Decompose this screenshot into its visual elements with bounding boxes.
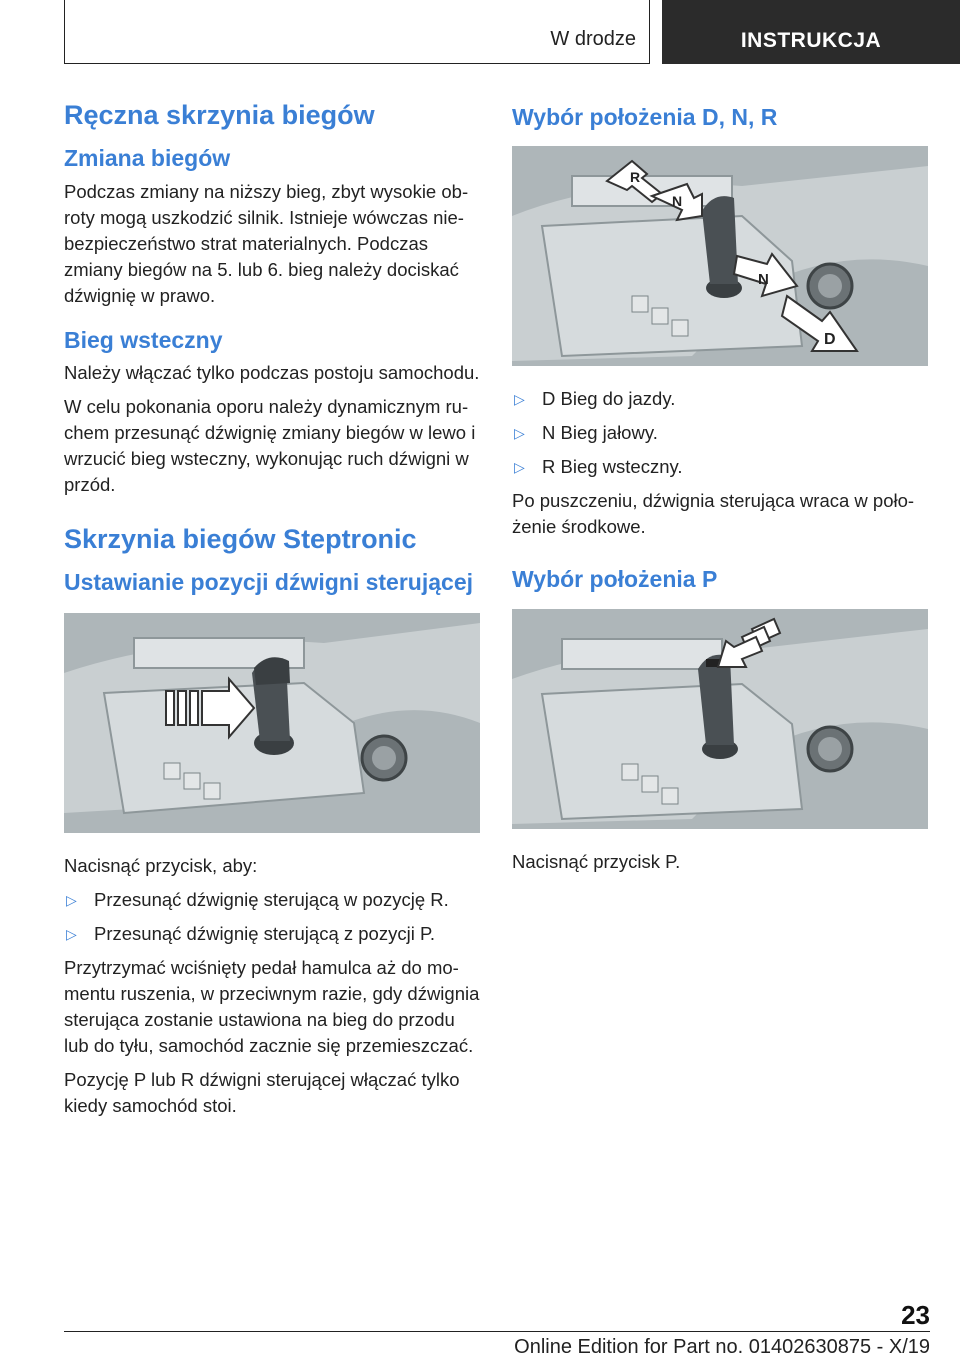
selector-actions-list bbox=[64, 887, 482, 947]
brake-pedal-text: Przytrzymać wciśnięty pedał hamulca aż do momentu ruszenia, w przeciwnym razie, gdy dźwignia sterująca zostanie ustawiona na bieg do przodu lub do tyłu, samochód zacznie się przemieszczać. bbox=[64, 956, 480, 1056]
label-d: D bbox=[824, 330, 836, 348]
list-item: ▷ N Bieg jałowy. bbox=[512, 420, 930, 446]
footer-divider bbox=[64, 1331, 930, 1332]
footer-edition: Online Edition for Part no. 01402630875 - X/19 bbox=[514, 1336, 930, 1358]
selector-p-figure bbox=[512, 609, 928, 829]
selector-lever-unlock-figure bbox=[64, 613, 480, 833]
stationary-text: Pozycję P lub R dźwigni sterującej włączać tylko kiedy samochód stoi. bbox=[64, 1068, 460, 1116]
release-text: Po puszczeniu, dźwignia sterująca wraca w położenie środkowe. bbox=[512, 489, 915, 537]
label-n-up: N bbox=[672, 192, 683, 209]
selector-dnr-figure bbox=[512, 146, 928, 366]
triangle-right-icon: ▷ bbox=[66, 925, 77, 942]
list-item: ▷ Przesunąć dźwignię sterującą z pozycji P. bbox=[64, 921, 482, 947]
selector-position-heading: Ustawianie pozycji dźwigni sterującej bbox=[64, 569, 474, 596]
button-intro: Nacisnąć przycisk, aby: bbox=[64, 854, 258, 876]
steptronic-title: Skrzynia biegów Steptronic bbox=[64, 524, 417, 555]
gear-change-heading: Zmiana biegów bbox=[64, 145, 231, 172]
triangle-right-icon: ▷ bbox=[66, 891, 77, 908]
triangle-right-icon: ▷ bbox=[514, 458, 525, 475]
reverse-gear-text-2: W celu pokonania oporu należy dynamicznym ruchem przesunąć dźwignię zmiany biegów w lewo i wrzucić bieg wsteczny, wykonując ruch dźwigni w przód. bbox=[64, 396, 476, 496]
triangle-right-icon: ▷ bbox=[514, 390, 525, 407]
left-column bbox=[64, 100, 482, 1127]
list-item: ▷ R Bieg wsteczny. bbox=[512, 454, 930, 480]
page-number: 23 bbox=[901, 1300, 930, 1330]
right-column bbox=[512, 100, 930, 883]
header-section-title: W drodze bbox=[550, 28, 636, 50]
label-n-down: N bbox=[758, 270, 769, 288]
list-item: ▷ D Bieg do jazdy. bbox=[512, 386, 930, 412]
reverse-gear-text-1: Należy włączać tylko podczas postoju samochodu. bbox=[64, 362, 480, 384]
label-r: R bbox=[630, 168, 641, 185]
gear-positions-list bbox=[512, 386, 930, 480]
reverse-gear-heading: Bieg wsteczny bbox=[64, 326, 223, 353]
select-dnr-heading: Wybór położenia D, N, R bbox=[512, 104, 778, 130]
gear-change-text: Podczas zmiany na niższy bieg, zbyt wysokie obroty mogą uszkodzić silnik. Istnieje wówczas niebezpieczeństwo strat materialnych. Podczas zmiany biegów na 5. lub 6. bieg należy dociskać dźwignię w prawo. bbox=[64, 180, 469, 306]
select-p-heading: Wybór położenia P bbox=[512, 565, 718, 592]
header-tab-instrukcja[interactable]: INSTRUKCJA bbox=[662, 0, 960, 64]
list-item: ▷ Przesunąć dźwignię sterującą w pozycję R. bbox=[64, 887, 482, 913]
press-p-text: Nacisnąć przycisk P. bbox=[512, 851, 681, 873]
manual-gearbox-title: Ręczna skrzynia biegów bbox=[64, 100, 375, 130]
triangle-right-icon: ▷ bbox=[514, 424, 525, 441]
